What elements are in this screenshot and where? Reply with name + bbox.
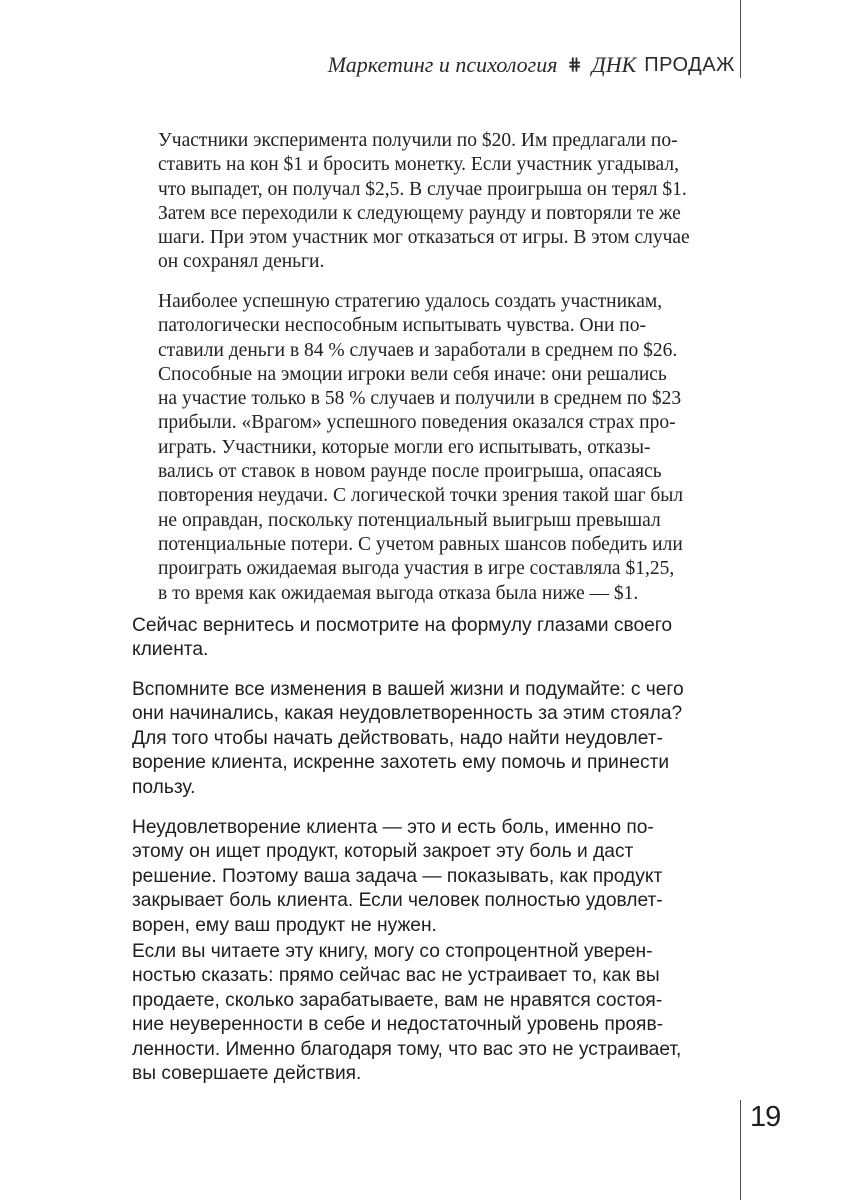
text-line: ворение клиента, искренне захотеть ему помочь и принести xyxy=(132,752,670,774)
text-line: на участие только в 58 % случаев и получили в среднем по $23 xyxy=(158,388,682,410)
hash-icon: ⋕ xyxy=(567,55,582,75)
text-line: он сохранял деньги. xyxy=(158,251,325,273)
text-line: вы совершаете действия. xyxy=(132,1063,362,1085)
text-line: вались от ставок в новом раунде после проигрыша, опасаясь xyxy=(158,461,662,483)
text-line: патологически неспособным испытывать чувства. Они по- xyxy=(158,315,646,337)
text-line: шаги. При этом участник мог отказаться от игры. В этом случае xyxy=(158,227,690,249)
text-line: потенциальные потери. С учетом равных шансов победить или xyxy=(158,533,683,555)
text-line: Если вы читаете эту книгу, могу со стопроцентной уверен- xyxy=(132,941,653,962)
page-number: 19 xyxy=(750,1101,781,1133)
text-line: ленности. Именно благодаря тому, что вас это не устраивает, xyxy=(132,1038,682,1060)
text-line: проиграть ожидаемая выгода участия в игре составляла $1,25, xyxy=(158,558,675,580)
text-line: Способные на эмоции игроки вели себя иначе: они решались xyxy=(158,363,667,385)
text-line: не оправдан, поскольку потенциальный выигрыш превышал xyxy=(158,509,661,531)
text-line: пользу. xyxy=(132,776,196,798)
text-line: ставить на кон $1 и бросить монетку. Если участник угадывал, xyxy=(158,154,679,176)
text-line: решение. Поэтому ваша задача — показывать, как продукт xyxy=(132,865,663,887)
text-line: этому он ищет продукт, который закроет эту боль и даст xyxy=(132,841,634,863)
text-line: играть. Участники, которые могли его испытывать, отказы- xyxy=(158,436,651,458)
text-line: в то время как ожидаемая выгода отказа была ниже — $1. xyxy=(158,582,639,604)
running-header xyxy=(328,52,735,78)
book-title-dnk: ДНК xyxy=(591,52,637,77)
text-line: Для того чтобы начать действовать, надо найти неудовлет- xyxy=(132,727,663,749)
text-line: продаете, сколько зарабатываете, вам не нравятся состоя- xyxy=(132,989,663,1011)
text-line: ностью сказать: прямо сейчас вас не устраивает то, как вы xyxy=(132,965,660,987)
text-line: Наиболее успешную стратегию удалось создать участникам, xyxy=(158,291,663,312)
text-line: Затем все переходили к следующему раунду и повторяли те же xyxy=(158,202,681,224)
text-line: что выпадет, он получал $2,5. В случае проигрыша он терял $1. xyxy=(158,178,687,200)
footer-rule xyxy=(740,1100,741,1200)
text-line: Участники эксперимента получили по $20. Им предлагали по- xyxy=(158,130,678,151)
book-subtitle: Маркетинг и психология xyxy=(327,52,558,77)
text-line: Вспомните все изменения в вашей жизни и подумайте: с чего xyxy=(132,679,684,700)
text-line: прибыли. «Врагом» успешного поведения оказался страх про- xyxy=(158,412,676,434)
text-line: ворен, ему ваш продукт не нужен. xyxy=(132,914,437,936)
text-line: повторения неудачи. С логической точки зрения такой шаг был xyxy=(158,485,684,507)
text-line: ние неуверенности в себе и недостаточный уровень прояв- xyxy=(132,1014,664,1036)
text-line: клиента. xyxy=(132,639,209,661)
body-paragraph-4 xyxy=(132,940,742,1086)
text-line: ставили деньги в 84 % случаев и заработали в среднем по $26. xyxy=(158,339,678,361)
header-rule xyxy=(740,0,741,78)
text-line: Неудовлетворение клиента — это и есть боль, именно по- xyxy=(132,817,654,838)
text-line: они начинались, какая неудовлетворенность за этим стояла? xyxy=(132,703,683,725)
body-paragraph-2 xyxy=(132,678,742,800)
quote-paragraph-1 xyxy=(158,129,738,275)
book-title-sales: ПРОДАЖ xyxy=(644,53,735,76)
text-line: Сейчас вернитесь и посмотрите на формулу глазами своего xyxy=(132,615,673,636)
body-paragraph-3 xyxy=(132,816,742,938)
body-paragraph-1 xyxy=(132,614,742,663)
text-line: закрывает боль клиента. Если человек полностью удовлет- xyxy=(132,890,663,912)
quote-paragraph-2 xyxy=(158,290,738,606)
